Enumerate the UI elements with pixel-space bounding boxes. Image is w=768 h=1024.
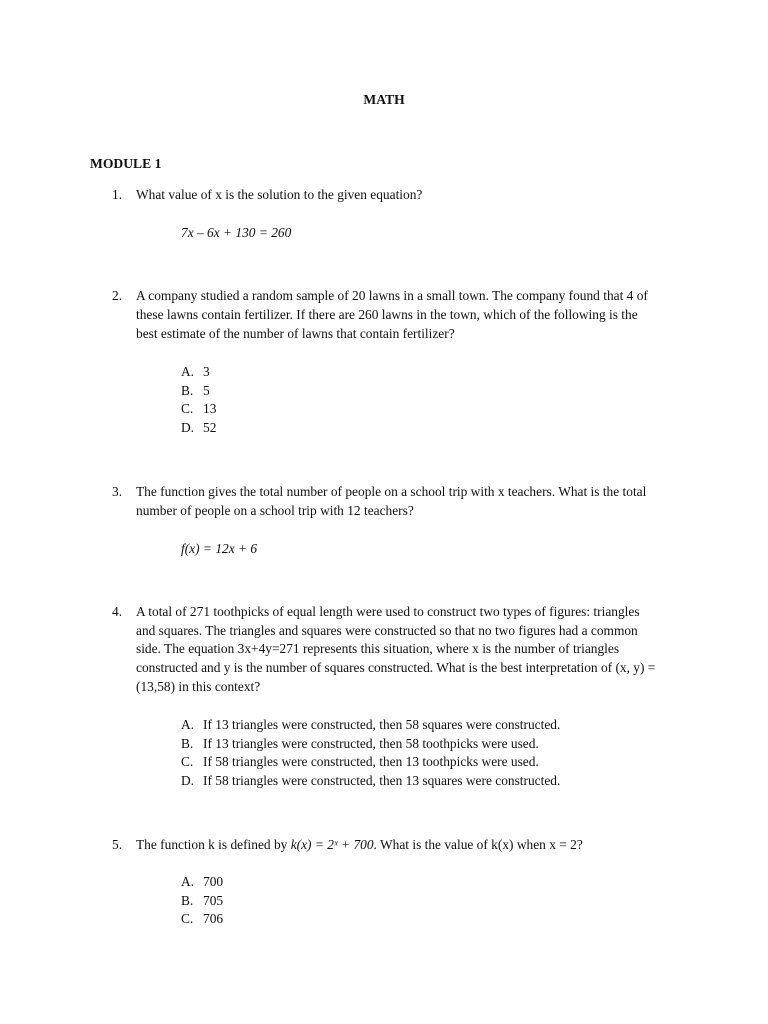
question-5-number: 5. xyxy=(112,837,123,852)
question-3-number: 3. xyxy=(112,484,123,499)
question-2-line-1: A company studied a random sample of 20 lawns in a small town. The company found that 4 of xyxy=(136,288,648,303)
question-4-options xyxy=(181,716,560,791)
question-4-option-a xyxy=(181,716,560,735)
page-title: MATH xyxy=(363,92,405,107)
option-letter: A. xyxy=(181,874,195,889)
option-text: 700 xyxy=(203,874,224,889)
question-2-option-b xyxy=(181,382,216,401)
question-4-option-d xyxy=(181,772,560,791)
question-5-option-a xyxy=(181,873,223,892)
question-2-number: 2. xyxy=(112,288,123,303)
module-heading: MODULE 1 xyxy=(90,156,162,171)
question-5-option-c xyxy=(181,910,223,929)
question-1-line-1: What value of x is the solution to the given equation? xyxy=(136,187,423,202)
option-text: 13 xyxy=(203,401,217,417)
question-4-line-4: constructed and y is the number of squares constructed. What is the best interpretation of (x, y) = xyxy=(136,660,656,675)
option-text: If 13 triangles were constructed, then 58 toothpicks were used. xyxy=(203,735,539,751)
option-text: If 13 triangles were constructed, then 58 squares were constructed. xyxy=(203,717,561,732)
option-text: 52 xyxy=(203,420,217,436)
question-4-number: 4. xyxy=(112,604,123,619)
option-text: If 58 triangles were constructed, then 13 toothpicks were used. xyxy=(203,754,539,770)
question-5-options xyxy=(181,873,223,929)
question-5-line-1 xyxy=(136,836,583,855)
question-1-number: 1. xyxy=(112,187,123,202)
option-letter: C. xyxy=(181,911,194,927)
question-1-equation: 7x – 6x + 130 = 260 xyxy=(181,225,292,240)
question-4-line-2: and squares. The triangles and squares were constructed so that no two figures had a common xyxy=(136,623,638,638)
option-text: If 58 triangles were constructed, then 13 squares were constructed. xyxy=(203,773,561,789)
option-letter: B. xyxy=(181,892,194,908)
option-letter: A. xyxy=(181,364,195,379)
option-letter: A. xyxy=(181,717,195,732)
question-2-option-c xyxy=(181,400,216,419)
question-3-equation: f(x) = 12x + 6 xyxy=(181,541,258,556)
question-2-line-3: best estimate of the number of lawns that contain fertilizer? xyxy=(136,326,455,341)
question-4-option-c xyxy=(181,753,560,772)
question-2-option-a xyxy=(181,363,216,382)
question-4-line-3: side. The equation 3x+4y=271 represents this situation, where x is the number of triangles xyxy=(136,641,620,656)
option-letter: B. xyxy=(181,382,194,398)
option-letter: C. xyxy=(181,401,194,417)
question-4-line-1: A total of 271 toothpicks of equal length were used to construct two types of figures: triangles xyxy=(136,604,640,619)
option-text: 706 xyxy=(203,911,224,927)
question-2-options xyxy=(181,363,216,438)
question-5-text-after: . What is the value of k(x) when x = 2? xyxy=(373,837,583,852)
option-letter: C. xyxy=(181,754,194,770)
option-letter: D. xyxy=(181,773,195,789)
option-letter: B. xyxy=(181,735,194,751)
question-3-line-1: The function gives the total number of people on a school trip with x teachers. What is the total xyxy=(136,484,647,499)
question-5-text-before: The function k is defined by xyxy=(136,837,291,852)
option-text: 5 xyxy=(203,382,210,398)
question-2-option-d xyxy=(181,419,216,438)
question-5-option-b xyxy=(181,892,223,911)
question-3-line-2: number of people on a school trip with 12 teachers? xyxy=(136,503,414,518)
question-4-line-5: (13,58) in this context? xyxy=(136,679,261,694)
option-text: 3 xyxy=(203,364,210,379)
question-4-option-b xyxy=(181,735,560,754)
option-text: 705 xyxy=(203,892,224,908)
option-letter: D. xyxy=(181,420,195,436)
question-2-line-2: these lawns contain fertilizer. If there are 260 lawns in the town, which of the following is the xyxy=(136,307,638,322)
question-5-expression: k(x) = 2ˣ + 700 xyxy=(290,837,374,852)
